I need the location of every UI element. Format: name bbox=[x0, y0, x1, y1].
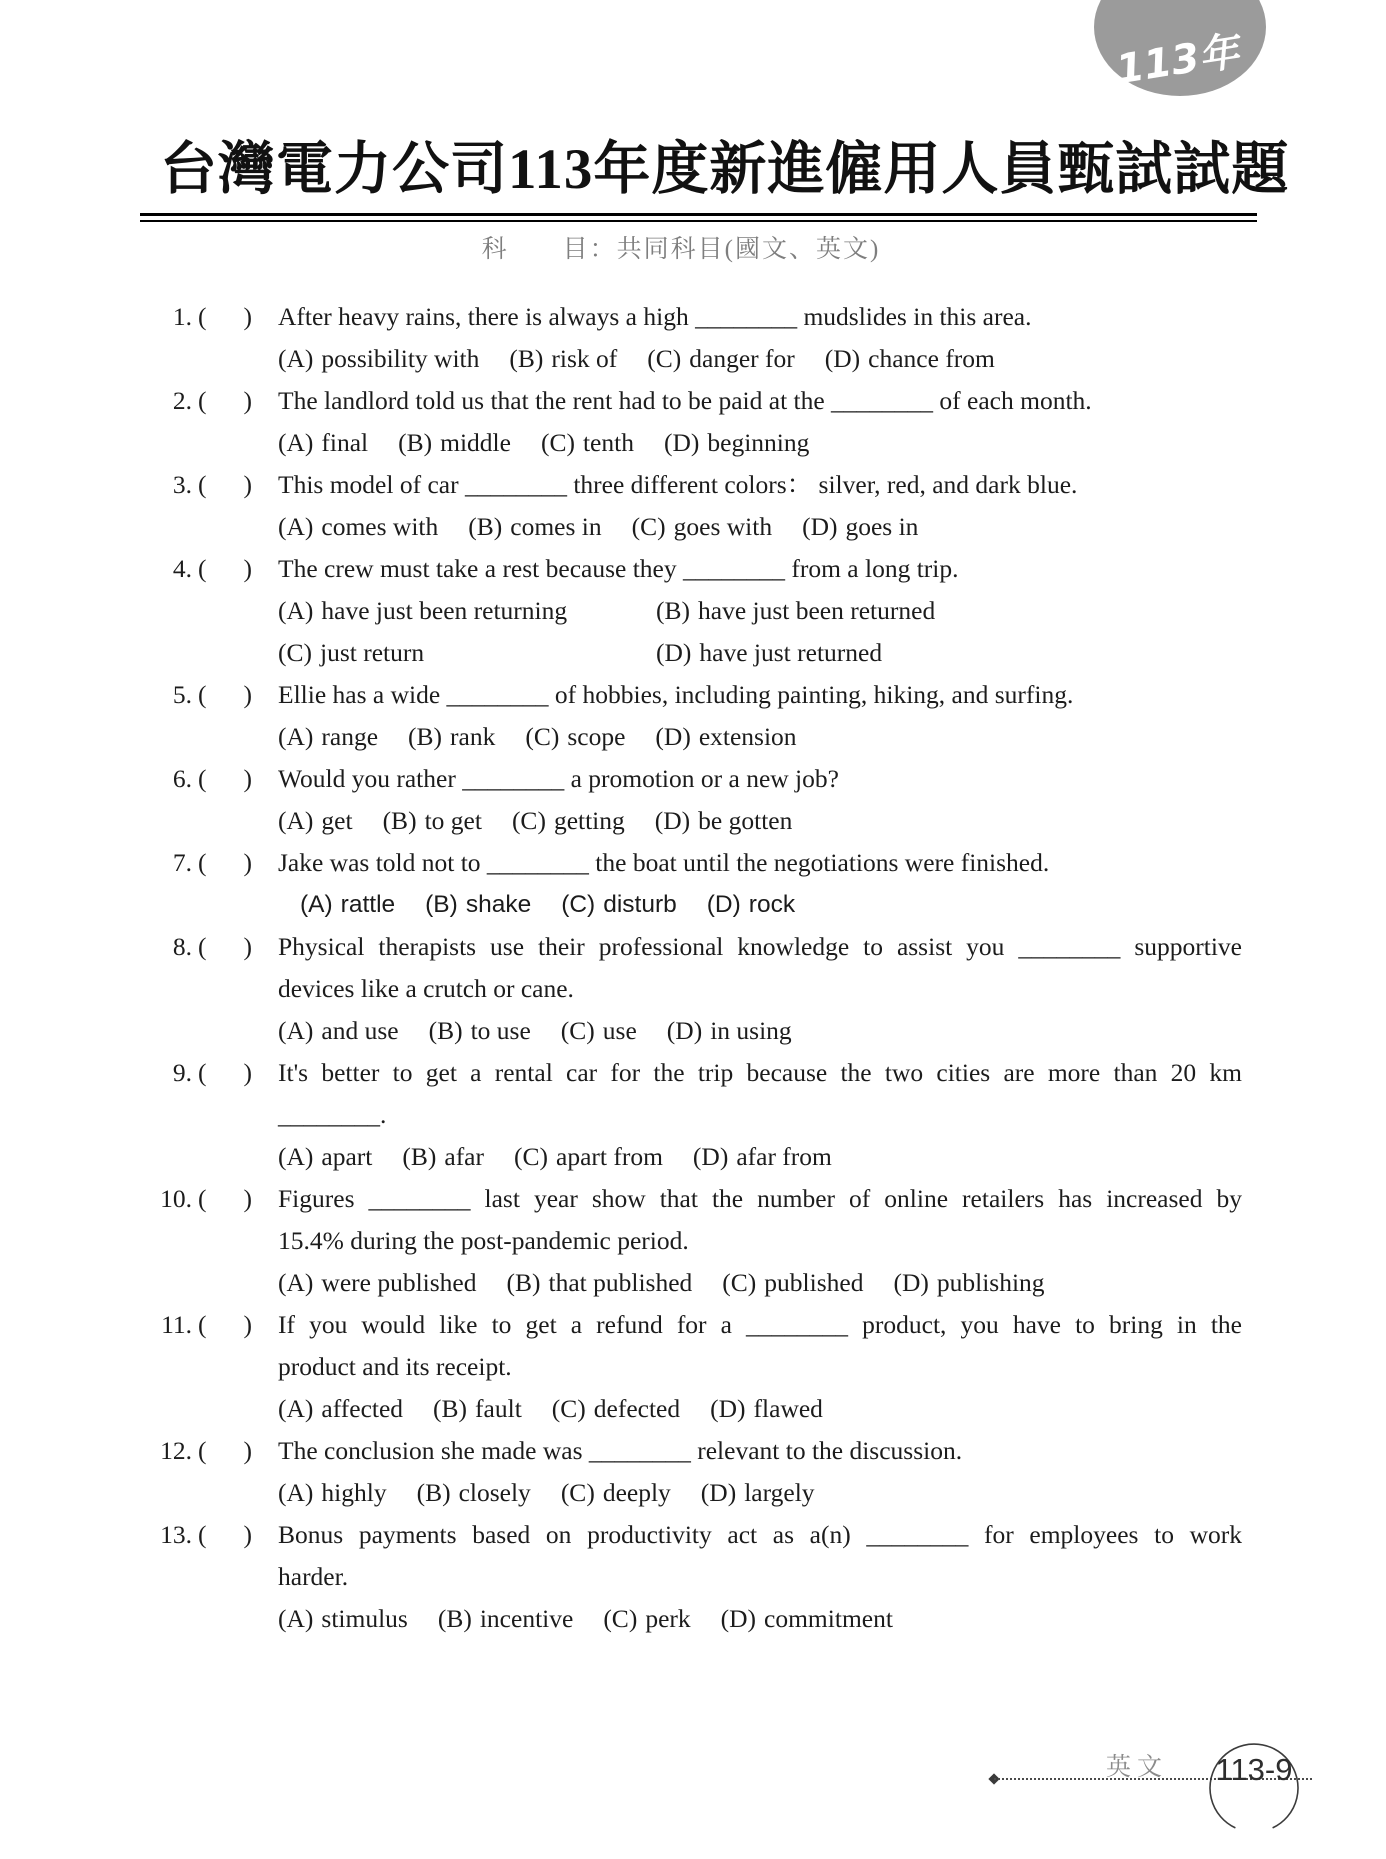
option-label: (D) bbox=[720, 1604, 757, 1633]
option-text: were published bbox=[321, 1268, 477, 1297]
answer-slot bbox=[198, 380, 252, 422]
option-label: (C) bbox=[603, 1604, 638, 1633]
answer-slot-close: ) bbox=[243, 848, 252, 877]
option-text: goes in bbox=[845, 512, 919, 541]
answer-slot-open: ( bbox=[198, 1184, 207, 1213]
answer-slot-open: ( bbox=[198, 932, 207, 961]
option-text: in using bbox=[710, 1016, 792, 1045]
question-stem-line: After heavy rains, there is always a high ________ mudslides in this area. bbox=[278, 302, 1032, 331]
question-number: 7. bbox=[172, 848, 192, 877]
option-text: rock bbox=[748, 891, 796, 918]
option bbox=[278, 428, 368, 457]
question-row bbox=[120, 296, 1242, 380]
question-options bbox=[278, 884, 1242, 926]
option bbox=[655, 806, 793, 835]
option-text: rank bbox=[450, 722, 496, 751]
option-text: afar bbox=[444, 1142, 484, 1171]
answer-slot-close: ) bbox=[243, 386, 252, 415]
option-label: (D) bbox=[656, 638, 692, 667]
option bbox=[383, 806, 482, 835]
option bbox=[398, 428, 511, 457]
option-label: (C) bbox=[278, 638, 312, 667]
option-text: risk of bbox=[551, 344, 618, 373]
option bbox=[417, 1478, 531, 1507]
answer-slot bbox=[198, 1430, 252, 1472]
question-stem-line: Ellie has a wide ________ of hobbies, including painting, hiking, and surfing. bbox=[278, 680, 1074, 709]
option bbox=[278, 632, 656, 674]
option bbox=[425, 891, 531, 918]
answer-slot bbox=[198, 296, 252, 338]
answer-slot-open: ( bbox=[198, 680, 207, 709]
option bbox=[647, 344, 795, 373]
option bbox=[561, 1478, 671, 1507]
answer-slot-open: ( bbox=[198, 386, 207, 415]
option-label: (C) bbox=[560, 1016, 595, 1045]
option-text: tenth bbox=[582, 428, 634, 457]
exam-title: 台灣電力公司113年度新進僱用人員甄試試題 bbox=[160, 138, 1290, 201]
option-text: comes with bbox=[321, 512, 439, 541]
option-label: (C) bbox=[540, 428, 575, 457]
option bbox=[825, 344, 995, 373]
option-label: (B) bbox=[408, 722, 443, 751]
answer-slot-open: ( bbox=[198, 554, 207, 583]
option-text: apart bbox=[321, 1142, 373, 1171]
question-stem-line: This model of car ________ three different colors： silver, red, and dark blue. bbox=[278, 470, 1078, 499]
answer-slot bbox=[198, 548, 252, 590]
option-label: (A) bbox=[278, 806, 314, 835]
option bbox=[278, 1142, 372, 1171]
option bbox=[278, 806, 353, 835]
year-badge-label: 113年 bbox=[1112, 28, 1243, 94]
option-text: shake bbox=[465, 891, 532, 918]
footer-subject-label: 英文 bbox=[1106, 1754, 1169, 1781]
question-options bbox=[278, 716, 1242, 758]
option bbox=[710, 1394, 823, 1423]
option-text: afar from bbox=[736, 1142, 832, 1171]
question-number: 11. bbox=[161, 1310, 192, 1339]
option bbox=[468, 512, 601, 541]
option-text: beginning bbox=[707, 428, 810, 457]
option bbox=[721, 1604, 893, 1633]
question-stem-line: Jake was told not to ________ the boat until the negotiations were finished. bbox=[278, 848, 1050, 877]
option bbox=[722, 1268, 863, 1297]
question-row bbox=[120, 1178, 1242, 1304]
question-stem-line: Would you rather ________ a promotion or a new job? bbox=[278, 764, 839, 793]
question-body bbox=[278, 1430, 1242, 1514]
option bbox=[509, 344, 617, 373]
question-number: 3. bbox=[172, 470, 192, 499]
question-options-row bbox=[278, 590, 1242, 632]
option bbox=[707, 891, 795, 918]
option-label: (D) bbox=[706, 891, 741, 918]
question-number: 6. bbox=[172, 764, 192, 793]
option-text: comes in bbox=[510, 512, 602, 541]
question-body bbox=[278, 380, 1242, 464]
option-label: (C) bbox=[560, 1478, 595, 1507]
option-text: have just been returned bbox=[698, 596, 936, 625]
question-options bbox=[278, 1472, 1242, 1514]
option-label: (D) bbox=[663, 428, 700, 457]
question-stem-line: The conclusion she made was ________ relevant to the discussion. bbox=[278, 1436, 963, 1465]
option-label: (A) bbox=[278, 1478, 314, 1507]
option-text: middle bbox=[440, 428, 511, 457]
answer-slot bbox=[198, 926, 252, 968]
option-label: (D) bbox=[893, 1268, 929, 1297]
option bbox=[541, 428, 634, 457]
option bbox=[402, 1142, 484, 1171]
option-text: commitment bbox=[764, 1604, 893, 1633]
option-label: (C) bbox=[511, 806, 546, 835]
question-row bbox=[120, 674, 1242, 758]
answer-slot-open: ( bbox=[198, 1058, 207, 1087]
option bbox=[655, 722, 796, 751]
answer-slot-open: ( bbox=[198, 470, 207, 499]
option-label: (D) bbox=[654, 806, 691, 835]
option-text: have just been returning bbox=[321, 596, 568, 625]
option-label: (A) bbox=[278, 512, 314, 541]
option bbox=[278, 1604, 408, 1633]
question-row bbox=[120, 1514, 1242, 1640]
option-label: (C) bbox=[722, 1268, 757, 1297]
option-label: (C) bbox=[525, 722, 560, 751]
answer-slot bbox=[198, 674, 252, 716]
question-stem-line: The crew must take a rest because they ________ from a long trip. bbox=[278, 554, 959, 583]
option-text: published bbox=[764, 1268, 864, 1297]
question-options bbox=[278, 1262, 1242, 1304]
question-row bbox=[120, 380, 1242, 464]
question-options bbox=[278, 338, 1242, 380]
question-number: 4. bbox=[172, 554, 192, 583]
option bbox=[893, 1268, 1044, 1297]
question-number: 10. bbox=[160, 1184, 192, 1213]
question-body bbox=[278, 842, 1242, 926]
option-text: scope bbox=[567, 722, 626, 751]
question-options bbox=[278, 1010, 1242, 1052]
option bbox=[507, 1268, 693, 1297]
option-label: (D) bbox=[692, 1142, 729, 1171]
question-number: 9. bbox=[172, 1058, 192, 1087]
option-label: (D) bbox=[824, 344, 861, 373]
answer-slot-close: ) bbox=[243, 1058, 252, 1087]
option-label: (B) bbox=[509, 344, 544, 373]
title-underline bbox=[140, 213, 1257, 222]
question-body bbox=[278, 674, 1242, 758]
question-stem-line: ________. bbox=[278, 1100, 387, 1129]
question-body bbox=[278, 1178, 1242, 1304]
option-text: that published bbox=[548, 1268, 693, 1297]
option bbox=[278, 1394, 403, 1423]
option bbox=[278, 512, 438, 541]
questions-list bbox=[120, 296, 1242, 1640]
question-options bbox=[278, 1598, 1242, 1640]
question-body bbox=[278, 1514, 1242, 1640]
answer-slot-close: ) bbox=[243, 554, 252, 583]
option bbox=[278, 344, 479, 373]
question-body bbox=[278, 1304, 1242, 1430]
option bbox=[701, 1478, 815, 1507]
option bbox=[278, 1478, 387, 1507]
page-number: 113-9 bbox=[1215, 1752, 1293, 1787]
option-text: incentive bbox=[479, 1604, 574, 1633]
option-text: to use bbox=[470, 1016, 531, 1045]
option-text: range bbox=[321, 722, 379, 751]
question-body bbox=[278, 548, 1242, 674]
question-number: 13. bbox=[160, 1520, 192, 1549]
option-label: (D) bbox=[700, 1478, 737, 1507]
option-text: chance from bbox=[868, 344, 995, 373]
answer-slot-close: ) bbox=[243, 932, 252, 961]
question-number: 12. bbox=[160, 1436, 192, 1465]
option-text: getting bbox=[553, 806, 625, 835]
option bbox=[525, 722, 625, 751]
option-label: (B) bbox=[506, 1268, 541, 1297]
answer-slot bbox=[198, 1052, 252, 1094]
option-label: (D) bbox=[802, 512, 838, 541]
option-text: just return bbox=[320, 638, 425, 667]
option-text: final bbox=[321, 428, 369, 457]
answer-slot-close: ) bbox=[243, 470, 252, 499]
option-label: (D) bbox=[666, 1016, 703, 1045]
option-label: (B) bbox=[437, 1604, 472, 1633]
option-text: deeply bbox=[602, 1478, 671, 1507]
option bbox=[278, 590, 656, 632]
option bbox=[693, 1142, 832, 1171]
option-text: closely bbox=[458, 1478, 531, 1507]
question-row bbox=[120, 926, 1242, 1052]
option-label: (A) bbox=[278, 1604, 314, 1633]
option-text: apart from bbox=[556, 1142, 663, 1171]
option-text: be gotten bbox=[698, 806, 793, 835]
answer-slot-open: ( bbox=[198, 764, 207, 793]
question-options-row bbox=[278, 632, 1242, 674]
option-label: (D) bbox=[710, 1394, 746, 1423]
option-label: (A) bbox=[278, 1016, 314, 1045]
answer-slot-open: ( bbox=[198, 1520, 207, 1549]
question-body bbox=[278, 926, 1242, 1052]
option-label: (B) bbox=[656, 596, 690, 625]
option-label: (C) bbox=[551, 1394, 586, 1423]
question-row bbox=[120, 1052, 1242, 1178]
question-options bbox=[278, 506, 1242, 548]
answer-slot-close: ) bbox=[243, 1310, 252, 1339]
option-label: (B) bbox=[428, 1016, 463, 1045]
question-row bbox=[120, 464, 1242, 548]
option-text: to get bbox=[424, 806, 482, 835]
answer-slot-close: ) bbox=[243, 1436, 252, 1465]
answer-slot-close: ) bbox=[243, 1184, 252, 1213]
option-text: highly bbox=[321, 1478, 387, 1507]
option-label: (C) bbox=[561, 891, 596, 918]
option-label: (A) bbox=[278, 1268, 314, 1297]
question-body bbox=[278, 1052, 1242, 1178]
option-label: (A) bbox=[278, 596, 314, 625]
question-row bbox=[120, 548, 1242, 674]
option bbox=[667, 1016, 792, 1045]
option-text: stimulus bbox=[321, 1604, 408, 1633]
answer-slot bbox=[198, 1178, 252, 1220]
option-text: largely bbox=[744, 1478, 815, 1507]
option bbox=[514, 1142, 663, 1171]
option bbox=[429, 1016, 531, 1045]
option-text: rattle bbox=[340, 891, 396, 918]
question-row bbox=[120, 842, 1242, 926]
question-stem-line: Physical therapists use their professional knowledge to assist you ________ supportive bbox=[278, 932, 1242, 961]
answer-slot-open: ( bbox=[198, 1436, 207, 1465]
answer-slot bbox=[198, 464, 252, 506]
option bbox=[656, 632, 882, 674]
question-stem-line: Figures ________ last year show that the number of online retailers has increased by bbox=[278, 1184, 1242, 1213]
option bbox=[278, 1016, 399, 1045]
option-label: (A) bbox=[278, 1394, 314, 1423]
year-badge bbox=[1094, 0, 1266, 96]
option-text: possibility with bbox=[321, 344, 480, 373]
answer-slot-close: ) bbox=[243, 764, 252, 793]
option-text: disturb bbox=[603, 891, 677, 918]
answer-slot-open: ( bbox=[198, 1310, 207, 1339]
option-text: extension bbox=[698, 722, 797, 751]
question-stem-line: product and its receipt. bbox=[278, 1352, 512, 1381]
option-label: (A) bbox=[278, 1142, 314, 1171]
option bbox=[603, 1604, 690, 1633]
option bbox=[300, 891, 395, 918]
answer-slot bbox=[198, 1304, 252, 1346]
option bbox=[802, 512, 918, 541]
question-number: 5. bbox=[172, 680, 192, 709]
option bbox=[278, 1268, 477, 1297]
question-stem-line: It's better to get a rental car for the trip because the two cities are more than 20 km bbox=[278, 1058, 1242, 1087]
option-label: (B) bbox=[402, 1142, 437, 1171]
option-label: (A) bbox=[278, 344, 314, 373]
option bbox=[438, 1604, 573, 1633]
answer-slot-close: ) bbox=[243, 680, 252, 709]
option-label: (A) bbox=[278, 722, 314, 751]
option-text: publishing bbox=[936, 1268, 1045, 1297]
option bbox=[632, 512, 772, 541]
question-body bbox=[278, 758, 1242, 842]
option bbox=[512, 806, 625, 835]
answer-slot-close: ) bbox=[243, 1520, 252, 1549]
option-text: defected bbox=[593, 1394, 681, 1423]
option-label: (B) bbox=[433, 1394, 468, 1423]
question-number: 2. bbox=[172, 386, 192, 415]
option-label: (B) bbox=[425, 891, 458, 918]
question-body bbox=[278, 296, 1242, 380]
option-text: get bbox=[321, 806, 353, 835]
option-label: (C) bbox=[647, 344, 682, 373]
option-text: danger for bbox=[689, 344, 795, 373]
option-text: flawed bbox=[753, 1394, 823, 1423]
option bbox=[561, 1016, 637, 1045]
option-label: (C) bbox=[631, 512, 666, 541]
answer-slot-close: ) bbox=[243, 302, 252, 331]
option bbox=[561, 891, 677, 918]
option bbox=[656, 590, 935, 632]
question-stem-line: The landlord told us that the rent had to be paid at the ________ of each month. bbox=[278, 386, 1092, 415]
option-text: and use bbox=[321, 1016, 399, 1045]
question-stem-line: If you would like to get a refund for a ________ product, you have to bring in the bbox=[278, 1310, 1242, 1339]
subject-line: 科 目：共同科目(國文、英文) bbox=[481, 236, 881, 263]
option-label: (B) bbox=[398, 428, 433, 457]
question-stem-line: harder. bbox=[278, 1562, 349, 1591]
option bbox=[278, 722, 378, 751]
option-text: affected bbox=[321, 1394, 404, 1423]
option bbox=[664, 428, 809, 457]
option-text: have just returned bbox=[699, 638, 883, 667]
option-label: (B) bbox=[416, 1478, 451, 1507]
answer-slot-open: ( bbox=[198, 302, 207, 331]
question-options bbox=[278, 1388, 1242, 1430]
option-label: (B) bbox=[382, 806, 417, 835]
option-text: goes with bbox=[673, 512, 773, 541]
option-label: (D) bbox=[655, 722, 691, 751]
question-options bbox=[278, 800, 1242, 842]
option bbox=[552, 1394, 680, 1423]
option-label: (A) bbox=[278, 428, 314, 457]
answer-slot bbox=[198, 842, 252, 884]
question-body bbox=[278, 464, 1242, 548]
question-row bbox=[120, 758, 1242, 842]
option-text: perk bbox=[645, 1604, 691, 1633]
question-row bbox=[120, 1304, 1242, 1430]
answer-slot bbox=[198, 758, 252, 800]
option bbox=[408, 722, 495, 751]
option-text: fault bbox=[475, 1394, 522, 1423]
question-options bbox=[278, 1136, 1242, 1178]
question-number: 8. bbox=[172, 932, 192, 961]
question-stem-line: devices like a crutch or cane. bbox=[278, 974, 574, 1003]
question-number: 1. bbox=[172, 302, 192, 331]
question-row bbox=[120, 1430, 1242, 1514]
answer-slot bbox=[198, 1514, 252, 1556]
question-options bbox=[278, 422, 1242, 464]
answer-slot-open: ( bbox=[198, 848, 207, 877]
question-stem-line: 15.4% during the post-pandemic period. bbox=[278, 1226, 689, 1255]
option-text: use bbox=[602, 1016, 637, 1045]
option-label: (C) bbox=[514, 1142, 548, 1171]
option bbox=[433, 1394, 522, 1423]
question-stem-line: Bonus payments based on productivity act as a(n) ________ for employees to work bbox=[278, 1520, 1242, 1549]
option-label: (B) bbox=[468, 512, 503, 541]
option-label: (A) bbox=[300, 891, 333, 918]
